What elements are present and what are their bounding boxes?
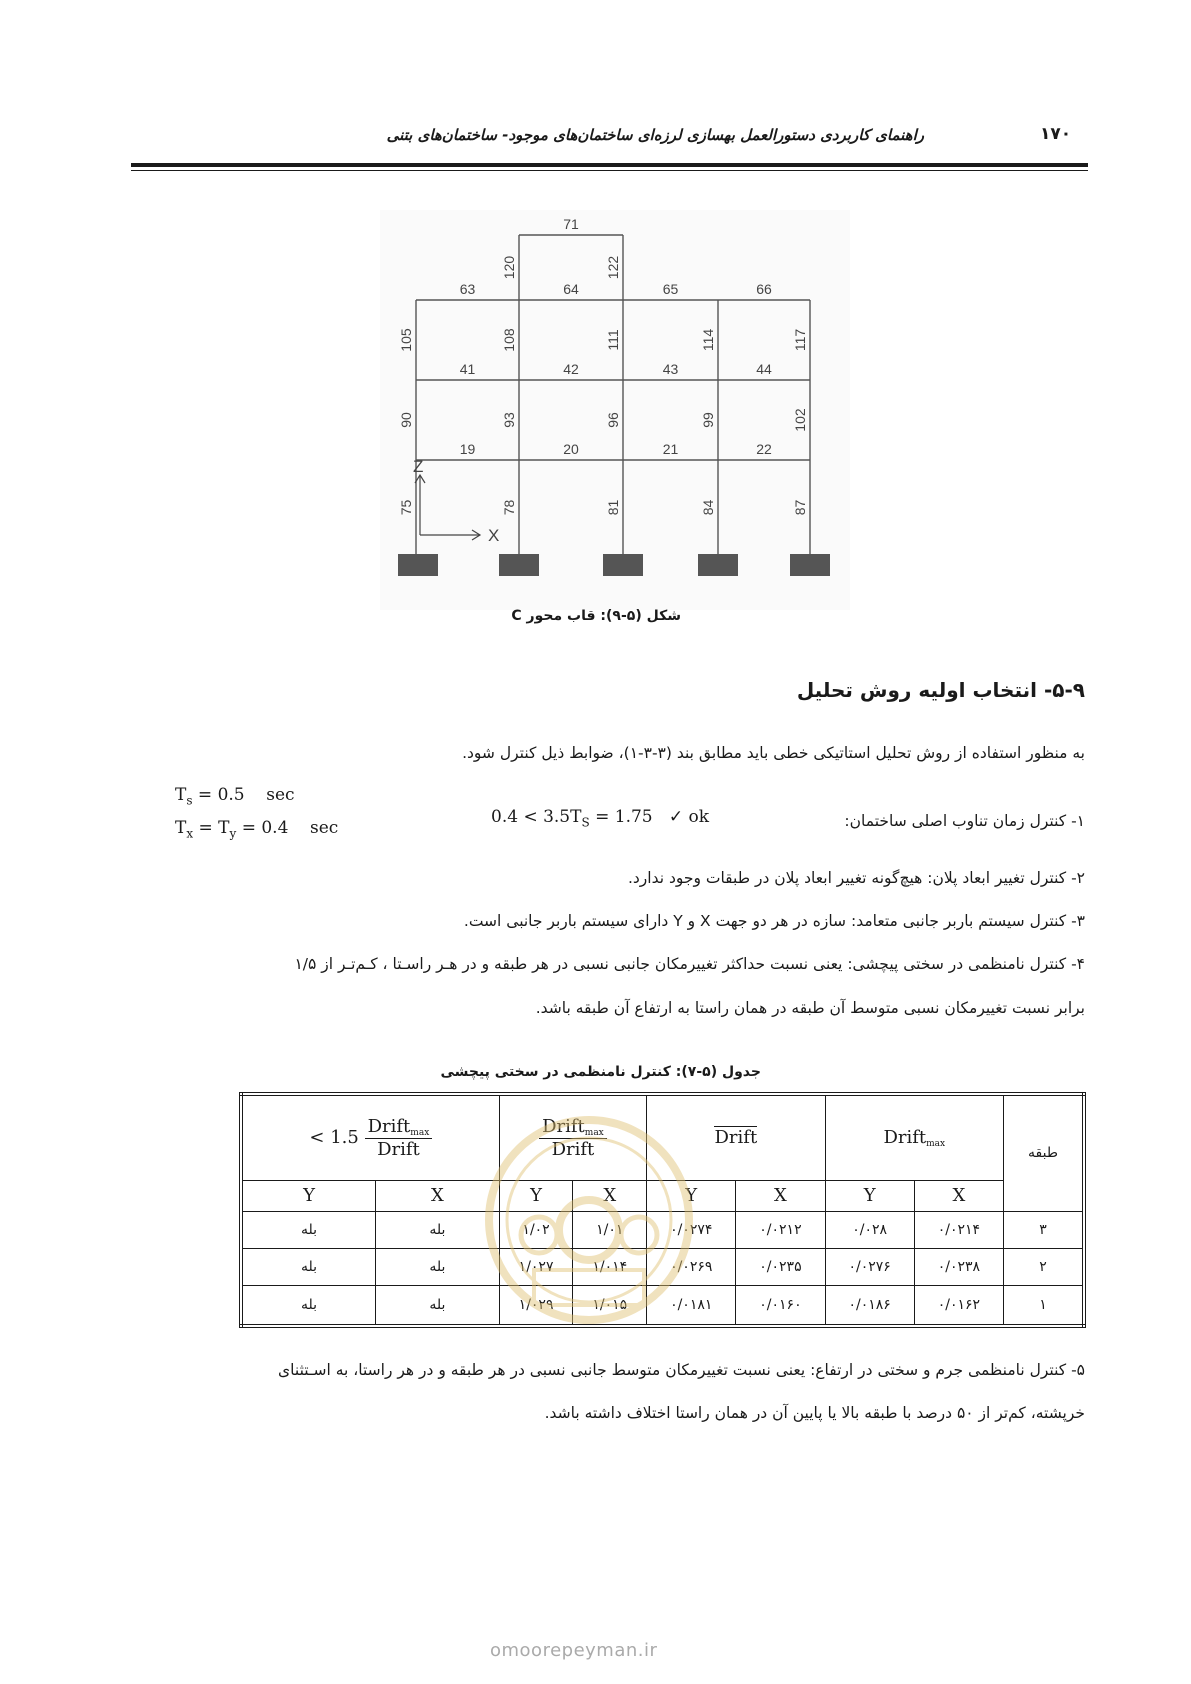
column-label: 81 — [605, 499, 621, 516]
beam-label: 71 — [563, 216, 579, 232]
column-label: 105 — [398, 328, 414, 352]
cell: بله — [241, 1248, 376, 1285]
cell: ۱/۰۱۴ — [573, 1248, 647, 1285]
beam-label: 64 — [563, 281, 579, 297]
column-label: 75 — [398, 499, 414, 516]
cell: ۰/۰۲۷۴ — [647, 1211, 736, 1248]
column-label: 84 — [700, 499, 716, 516]
item5-line1: ۵- کنترل نامنظمی جرم و سختی در ارتفاع: یعنی نسبت تغییرمکان متوسط جانبی نسبی در هر طبقه و در هر راستا، به اسـتثنای — [278, 1361, 1085, 1379]
cell: ۱/۰۲۹ — [499, 1285, 573, 1326]
frame-diagram — [380, 210, 850, 610]
intro-paragraph: به منظور استفاده از روش تحلیل استاتیکی خطی باید مطابق بند (۳-۳-۱)، ضوابط ذیل کنترل شود. — [462, 744, 1085, 762]
column-label: 96 — [605, 412, 621, 428]
column-label: 87 — [792, 499, 808, 516]
beam-label: 21 — [662, 441, 679, 457]
drift-check-header: $\frac{\text{Driftmax}}{\text{Drift}}$ < 1.5 — [241, 1094, 499, 1180]
column-label: 78 — [501, 499, 517, 516]
beam-label: 20 — [563, 441, 579, 457]
col-x: X — [914, 1180, 1003, 1211]
beam-label: 44 — [756, 361, 772, 377]
beam-label: 63 — [459, 281, 476, 297]
tx-formula: $T_x = T_y = 0.4$ sec — [175, 818, 339, 841]
beam-label: 66 — [756, 281, 772, 297]
axis-z-label: Z — [413, 457, 424, 476]
cell: ۰/۰۲۱۲ — [736, 1211, 825, 1248]
support-block — [698, 554, 738, 576]
column-label: 93 — [501, 412, 517, 428]
item2-paragraph: ۲- کنترل تغییر ابعاد پلان: هیچ‌گونه تغییر ابعاد پلان در طبقات وجود ندارد. — [627, 869, 1085, 887]
story-cell: ۳ — [1004, 1211, 1085, 1248]
cell: ۰/۰۱۸۱ — [647, 1285, 736, 1326]
column-label: 114 — [700, 328, 716, 352]
col-x: X — [573, 1180, 647, 1211]
cell: ۰/۰۱۸۶ — [825, 1285, 914, 1326]
beam-label: 41 — [459, 361, 476, 377]
story-header: طبقه — [1004, 1094, 1085, 1211]
support-block — [398, 554, 438, 576]
support-block — [790, 554, 830, 576]
page-number: ۱۷۰ — [1040, 124, 1072, 144]
table-caption: جدول (۵-۷): کنترل نامنظمی در سختی پیچشی — [440, 1064, 761, 1080]
item5-line2: خرپشته، کم‌تر از ۵۰ درصد با طبقه بالا یا پایین آن در همان راستا اختلاف داشته باشد. — [544, 1404, 1085, 1422]
column-label: 117 — [792, 328, 808, 352]
ts-formula: $T_s = 0.5$ sec — [175, 785, 295, 808]
axis-x-label: X — [488, 526, 500, 545]
cell: بله — [241, 1211, 376, 1248]
column-label: 99 — [700, 412, 716, 428]
beam-label: 19 — [459, 441, 476, 457]
figure-caption: شکل (۵-۹): قاب محور C — [511, 608, 681, 624]
beam-label: 42 — [563, 361, 579, 377]
cell: ۰/۰۱۶۰ — [736, 1285, 825, 1326]
running-header-title: راهنمای کاربردی دستورالعمل بهسازی لرزه‌ای ساختمان‌های موجود- ساختمان‌های بتنی — [386, 126, 924, 144]
item1-label: ۱- کنترل زمان تناوب اصلی ساختمان: — [844, 812, 1085, 830]
cell: ۰/۰۲۸ — [825, 1211, 914, 1248]
col-x: X — [736, 1180, 825, 1211]
cell: ۰/۰۱۶۲ — [914, 1285, 1003, 1326]
cell: ۰/۰۲۶۹ — [647, 1248, 736, 1285]
beam-label: 65 — [662, 281, 679, 297]
column-label: 90 — [398, 412, 414, 428]
cell: ۰/۰۲۳۸ — [914, 1248, 1003, 1285]
col-x: X — [376, 1180, 500, 1211]
drift-max-header: Driftmax — [825, 1094, 1003, 1180]
column-label: 108 — [501, 328, 517, 352]
col-y: Y — [241, 1180, 376, 1211]
cell: ۱/۰۲ — [499, 1211, 573, 1248]
col-y: Y — [499, 1180, 573, 1211]
cell: بله — [241, 1285, 376, 1326]
item4-line1: ۴- کنترل نامنظمی در سختی پیچشی: یعنی نسبت حداکثر تغییرمکان جانبی نسبی در هر طبقه و در هـر راسـتا ، کـم‌تـر از ۱/۵ — [294, 955, 1085, 973]
column-label: 111 — [605, 329, 621, 351]
cell: ۱/۰۲۷ — [499, 1248, 573, 1285]
watermark-site-url: omoorepeyman.ir — [490, 1640, 658, 1661]
watermark-seal-icon — [474, 1100, 704, 1340]
support-block — [603, 554, 643, 576]
section-title: ۵-۹- انتخاب اولیه روش تحلیل — [796, 678, 1085, 702]
cell: ۰/۰۲۷۶ — [825, 1248, 914, 1285]
column-label: 102 — [792, 408, 808, 432]
cell: بله — [376, 1285, 500, 1326]
cell: ۱/۰۱ — [573, 1211, 647, 1248]
cell: بله — [376, 1211, 500, 1248]
drift-avg-header: Drift — [647, 1094, 825, 1180]
cell: بله — [376, 1248, 500, 1285]
col-y: Y — [647, 1180, 736, 1211]
cell: ۱/۰۱۵ — [573, 1285, 647, 1326]
item1-formula: $0.4 < 3.5T_S = 1.75$ ✓ ok — [491, 807, 710, 830]
header-rule-thin — [131, 170, 1088, 171]
story-cell: ۲ — [1004, 1248, 1085, 1285]
cell: ۰/۰۲۳۵ — [736, 1248, 825, 1285]
item3-paragraph: ۳- کنترل سیستم باربر جانبی متعامد: سازه در هر دو جهت X و Y دارای سیستم باربر جانبی است. — [463, 912, 1085, 930]
column-label: 120 — [501, 255, 517, 280]
item4-line2: برابر نسبت تغییرمکان نسبی متوسط آن طبقه در همان راستا به ارتفاع آن طبقه باشد. — [535, 999, 1085, 1017]
col-y: Y — [825, 1180, 914, 1211]
column-label: 122 — [605, 255, 621, 280]
support-block — [499, 554, 539, 576]
header-rule — [131, 163, 1088, 167]
beam-label: 43 — [662, 361, 679, 377]
beam-label: 22 — [756, 441, 772, 457]
story-cell: ۱ — [1004, 1285, 1085, 1326]
drift-ratio-header: $\frac{\text{Driftmax}}{\text{Drift}}$ — [499, 1094, 646, 1180]
check-ok: ✓ ok — [668, 807, 710, 827]
cell: ۰/۰۲۱۴ — [914, 1211, 1003, 1248]
